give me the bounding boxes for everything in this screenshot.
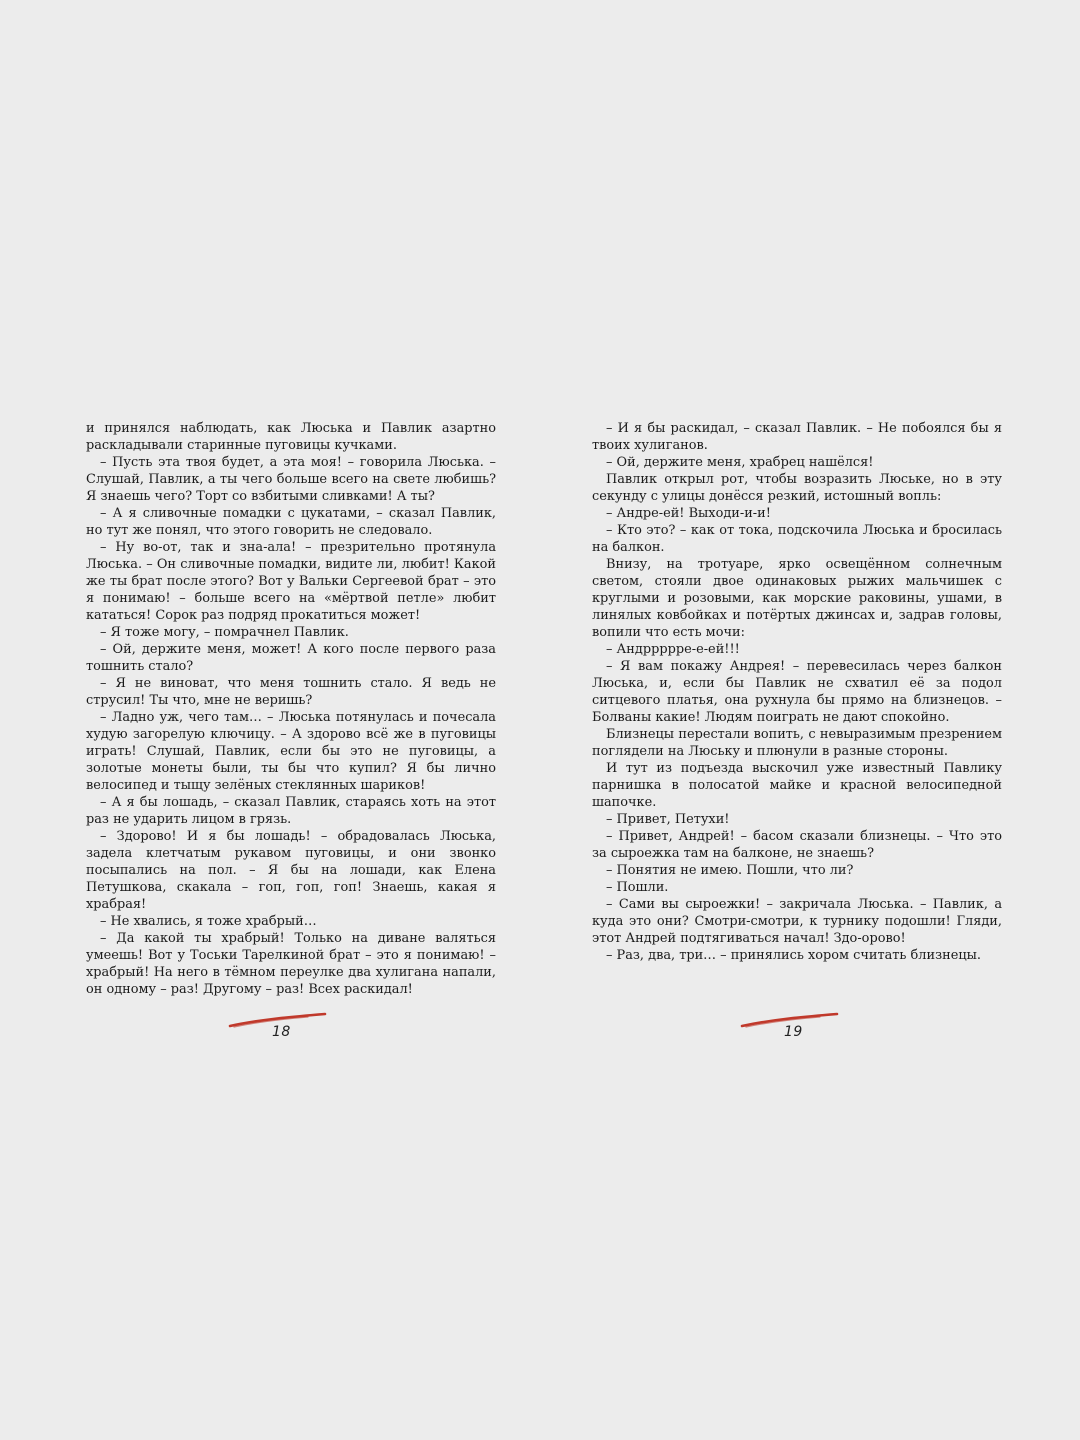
- page-number: 19: [784, 1024, 803, 1040]
- paragraph: – Понятия не имею. Пошли, что ли?: [606, 863, 854, 878]
- right-page-folio: [740, 1008, 840, 1044]
- paragraph: – Привет, Петухи!: [606, 812, 730, 827]
- paragraph: – И я бы раскидал, – сказал Павлик. – Не побоялся бы я твоих хулиганов.: [592, 421, 1002, 453]
- paragraph: – Андре-ей! Выходи-и-и!: [606, 506, 771, 521]
- paragraph: – Сами вы сыроежки! – закричала Люська. – Павлик, а куда это они? Смотри-смотри, к турнику подошли! Гляди, этот Андрей подтягиваться начал! Здо-орово!: [592, 897, 1002, 946]
- paragraph: Внизу, на тротуаре, ярко освещённом солнечным светом, стояли двое одинаковых рыжих мальчишек с круглыми и розовыми, как морские раковины, ушами, в линялых ковбойках и потёртых джинсах и, задрав головы, вопили что есть мочи:: [592, 557, 1002, 640]
- page-number: 18: [272, 1024, 291, 1040]
- left-page-folio: [228, 1008, 328, 1044]
- paragraph: – Кто это? – как от тока, подскочила Люська и бросилась на балкон.: [592, 523, 1002, 555]
- paragraph: – Пусть эта твоя будет, а эта моя! – говорила Люська. – Слушай, Павлик, а ты чего больше всего на свете любишь? Я знаешь чего? Торт со взбитыми сливками! А ты?: [86, 455, 496, 504]
- paragraph: – Не хвались, я тоже храбрый…: [100, 914, 317, 929]
- paragraph: – Да какой ты храбрый! Только на диване валяться умеешь! Вот у Тоськи Тарелкиной брат – это я понимаю! – храбрый! На него в тёмном переулке два хулигана напали, он одному – раз! Другому – раз! Всех раскидал!: [86, 931, 496, 997]
- paragraph: – Привет, Андрей! – басом сказали близнецы. – Что это за сыроежка там на балконе, не знаешь?: [592, 829, 1002, 861]
- paragraph: – Пошли.: [606, 880, 669, 895]
- paragraph: – Я не виноват, что меня тошнить стало. Я ведь не струсил! Ты что, мне не веришь?: [86, 676, 496, 708]
- paragraph: – Ой, держите меня, может! А кого после первого раза тошнить стало?: [86, 642, 496, 674]
- paragraph: И тут из подъезда выскочил уже известный Павлику парнишка в полосатой майке и красной велосипедной шапочке.: [592, 761, 1002, 810]
- right-page: [592, 420, 1002, 964]
- paragraph: Павлик открыл рот, чтобы возразить Люське, но в эту секунду с улицы донёсся резкий, истошный вопль:: [592, 472, 1002, 504]
- right-page-text: [592, 420, 1002, 964]
- paragraph: – Ну во-от, так и зна-ала! – презрительно протянула Люська. – Он сливочные помадки, видите ли, любит! Какой же ты брат после этого? Вот у Вальки Сергеевой брат – это я понимаю! – больше всего на «мёртвой петле» любит кататься! Сорок раз подряд прокатиться может!: [86, 540, 496, 623]
- paragraph: – Я тоже могу, – помрачнел Павлик.: [100, 625, 349, 640]
- paragraph: Близнецы перестали вопить, с невыразимым презрением поглядели на Люську и плюнули в разные стороны.: [592, 727, 1002, 759]
- paragraph: – Ладно уж, чего там… – Люська потянулась и почесала худую загорелую ключицу. – А здорово всё же в пуговицы играть! Слушай, Павлик, если бы это не пуговицы, а золотые монеты были, ты бы что купил? Я бы лично велосипед и тыщу зелёных стеклянных шариков!: [86, 710, 496, 793]
- left-page-text: [86, 420, 496, 998]
- paragraph: – Раз, два, три… – принялись хором считать близнецы.: [606, 948, 981, 963]
- paragraph: – Я вам покажу Андрея! – перевесилась через балкон Люська, и, если бы Павлик не схватил её за подол ситцевого платья, она рухнула бы прямо на близнецов. – Болваны какие! Людям поиграть не дают спокойно.: [592, 659, 1002, 725]
- paragraph: – Ой, держите меня, храбрец нашёлся!: [606, 455, 874, 470]
- paragraph: и принялся наблюдать, как Люська и Павлик азартно раскладывали старинные пуговицы кучками.: [86, 421, 496, 453]
- paragraph: – А я бы лошадь, – сказал Павлик, стараясь хоть на этот раз не ударить лицом в грязь.: [86, 795, 496, 827]
- paragraph: – Здорово! И я бы лошадь! – обрадовалась Люська, задела клетчатым рукавом пуговицы, и они звонко посыпались на пол. – Я бы на лошади, как Елена Петушкова, скакала – гоп, гоп, гоп! Знаешь, какая я храбрая!: [86, 829, 496, 912]
- left-page: [86, 420, 496, 998]
- paragraph: – А я сливочные помадки с цукатами, – сказал Павлик, но тут же понял, что этого говорить не следовало.: [86, 506, 496, 538]
- paragraph: – Андррррре-е-ей!!!: [606, 642, 740, 657]
